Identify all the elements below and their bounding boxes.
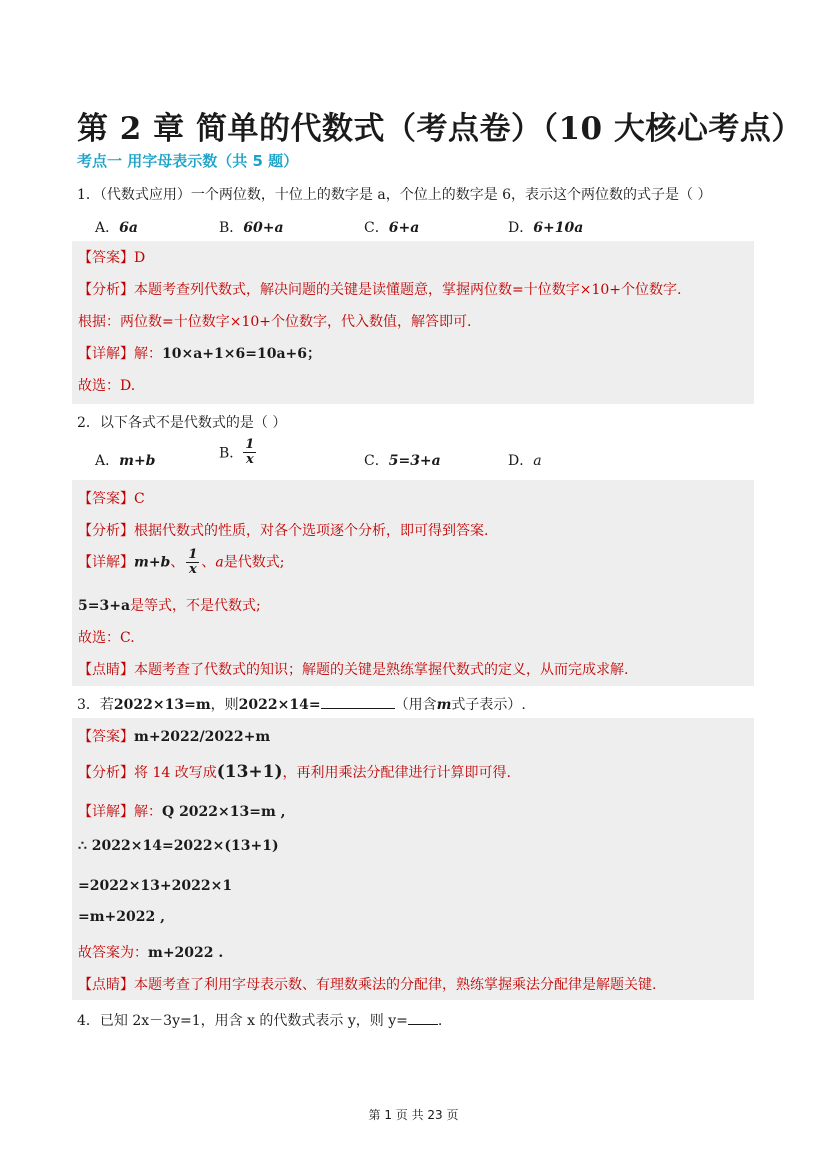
answer-blank [321, 696, 395, 709]
q1-option-b: B．60+a [219, 220, 284, 236]
q1-option-c: C．6+a [364, 220, 420, 236]
section-heading: 考点一 用字母表示数（共 5 题） [77, 152, 299, 170]
q2-option-b: B． $\frac{1}{x}$ [219, 437, 255, 467]
page-title: 第 2 章 简单的代数式（考点卷）（10 大核心考点） [77, 111, 803, 147]
q1-option-a: A．6a [95, 220, 138, 236]
q1-answer: 【答案】D [78, 250, 146, 266]
answer-blank [408, 1012, 438, 1025]
q3-step-3: =m+2022 , [78, 909, 165, 925]
q2-option-d: D．a [508, 453, 542, 469]
q3-step-1: ∴ 2022×14=2022×(13+1) [78, 838, 279, 854]
q2-option-c: C．5=3+a [364, 453, 441, 469]
q2-answer: 【答案】C [78, 491, 145, 507]
q2-option-a: A．m+b [95, 453, 156, 469]
q1-option-d: D．6+10a [508, 220, 584, 236]
q2-analysis: 【分析】根据代数式的性质，对各个选项逐个分析，即可得到答案. [78, 523, 489, 539]
page-footer: 第 1 页 共 23 页 [368, 1108, 459, 1122]
q3-step-2: =2022×13+2022×1 [78, 878, 233, 894]
q2-comment: 【点睛】本题考查了代数式的知识；解题的关键是熟练掌握代数式的定义，从而完成求解. [78, 662, 629, 678]
q1-choice: 故选：D. [78, 378, 136, 394]
q1-analysis: 【分析】本题考查列代数式，解决问题的关键是读懂题意，掌握两位数=十位数字×10+个位数字. [78, 282, 682, 298]
q3-detail: 【详解】解：Q 2022×13=m , [78, 804, 286, 820]
question-4-stem: 4．已知 2x－3y=1，用含 x 的代数式表示 y，则 y= . [77, 1013, 443, 1029]
q1-solution-box [72, 241, 754, 404]
q1-basis: 根据：两位数=十位数字×10+个位数字，代入数值，解答即可. [78, 314, 472, 330]
q2-detail-line2: 5=3+a是等式，不是代数式; [78, 598, 261, 614]
q3-analysis: 【分析】将 14 改写成(13+1)，再利用乘法分配律进行计算即可得. [78, 762, 511, 782]
q3-solution-box [72, 718, 754, 1000]
q2-detail: 【详解】m+b、 $\frac{1}{x}$ 、a是代数式; [78, 547, 285, 577]
q3-answer: 【答案】m+2022/2022+m [78, 729, 271, 745]
q3-comment: 【点睛】本题考查了利用字母表示数、有理数乘法的分配律，熟练掌握乘法分配律是解题关键. [78, 977, 657, 993]
q2-solution-box [72, 480, 754, 686]
q2-choice: 故选：C. [78, 630, 135, 646]
question-2-stem: 2．以下各式不是代数式的是（ ） [77, 415, 287, 431]
question-3-stem: 3．若2022×13=m，则2022×14= （用含m式子表示）. [77, 697, 526, 713]
question-1-stem: 1．（代数式应用）一个两位数，十位上的数字是 a，个位上的数字是 6，表示这个两位数的式子是（ ） [77, 187, 712, 203]
q1-detail: 【详解】解：10×a+1×6=10a+6； [78, 346, 321, 362]
q3-final: 故答案为：m+2022 . [78, 945, 224, 961]
